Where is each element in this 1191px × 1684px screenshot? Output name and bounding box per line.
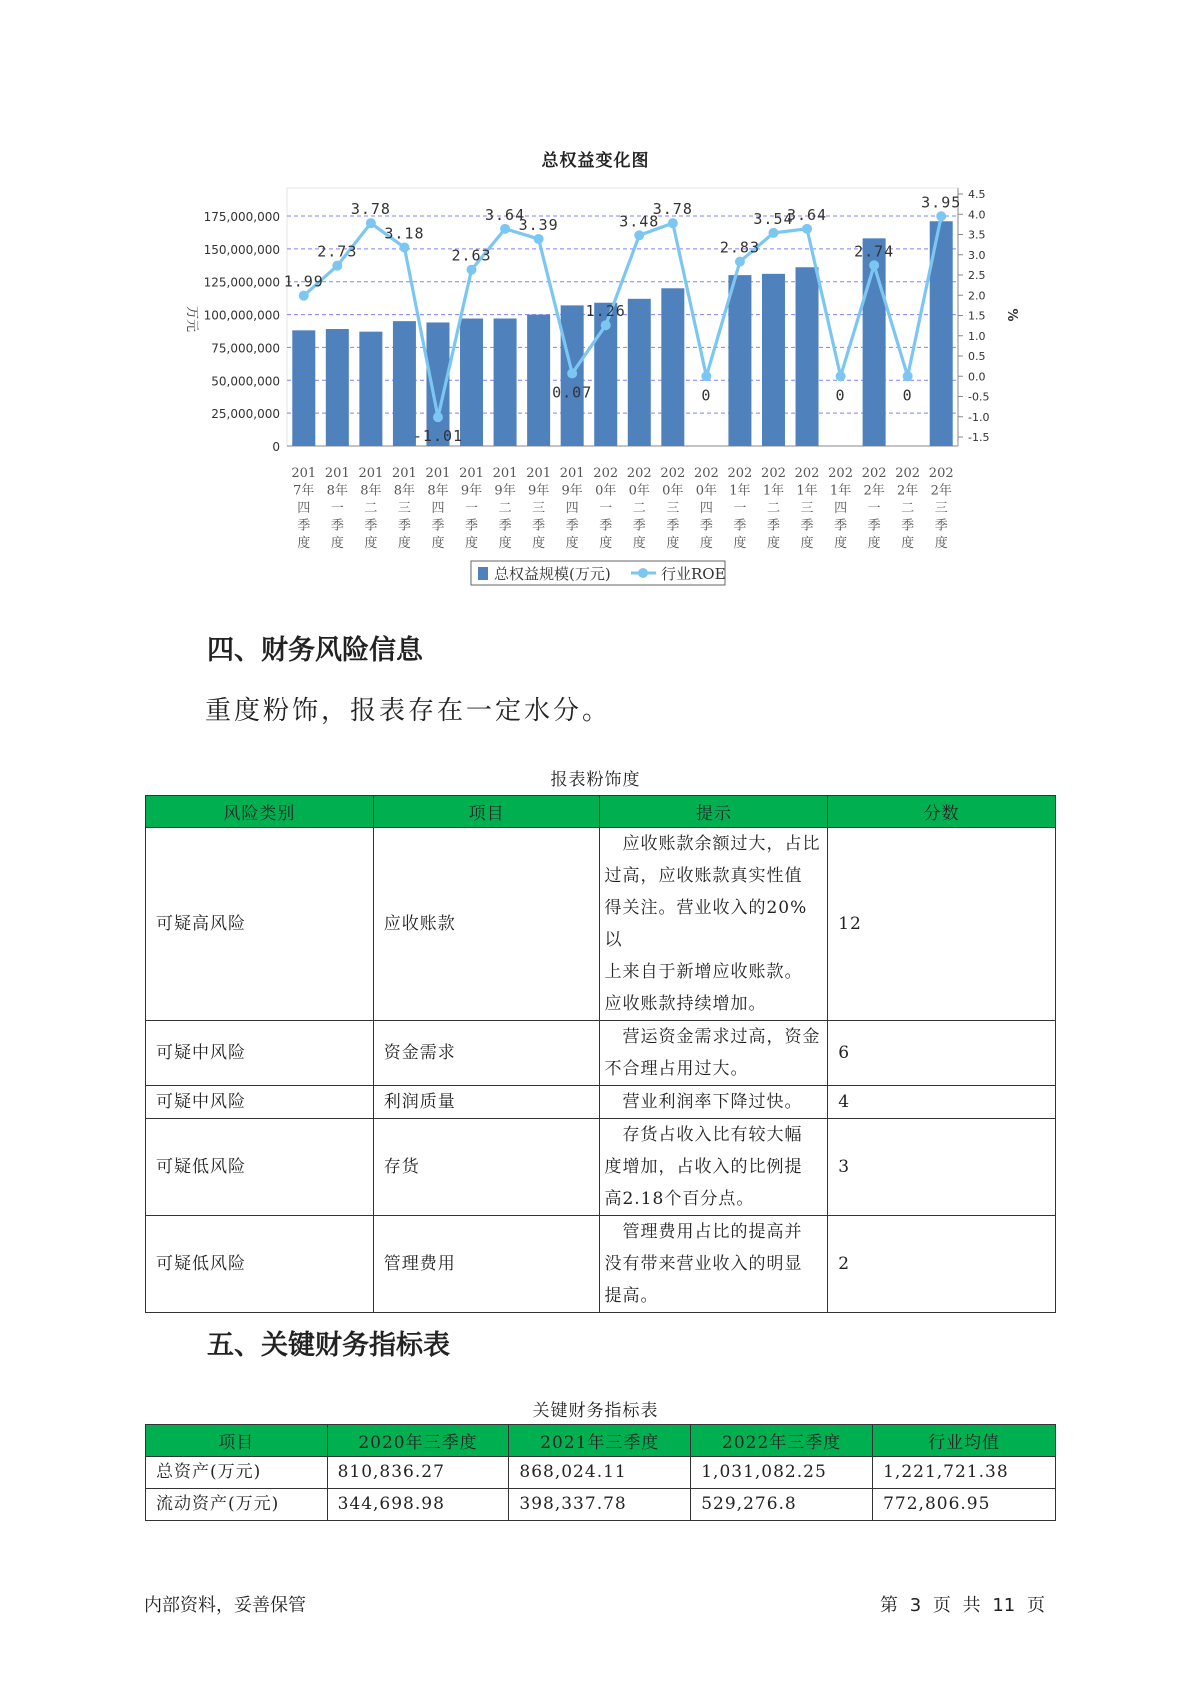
roe-data-label: 3.39 — [518, 215, 559, 234]
risk-item: 应收账款 — [373, 828, 600, 1021]
category-label: 度 — [867, 536, 881, 551]
category-label: 度 — [330, 536, 344, 551]
right-tick-label: 1.0 — [968, 329, 986, 343]
roe-point — [601, 320, 611, 330]
roe-point — [634, 230, 644, 240]
category-label: 季 — [800, 518, 814, 534]
category-label: 季 — [498, 518, 512, 534]
roe-data-label: 2.74 — [854, 242, 895, 261]
category-label: 2年 — [897, 483, 919, 499]
category-label: 一 — [599, 501, 613, 516]
footer-page-number: 第 3 页 共 11 页 — [880, 1595, 1045, 1616]
category-label: 季 — [666, 518, 680, 534]
roe-point — [366, 218, 376, 228]
roe-point — [433, 412, 443, 422]
left-tick-label: 100,000,000 — [203, 308, 280, 323]
category-label: 201 — [358, 466, 384, 481]
category-label: 201 — [392, 466, 417, 481]
category-label: 201 — [324, 466, 350, 481]
section4-paragraph: 重度粉饰，报表存在一定水分。 — [205, 696, 612, 726]
roe-data-label: 0.07 — [552, 383, 593, 402]
roe-data-label: 2.63 — [451, 246, 492, 265]
right-tick-label: -0.5 — [968, 390, 990, 404]
table-row — [146, 1086, 1056, 1119]
roe-point — [467, 265, 477, 275]
category-label: 季 — [431, 518, 445, 534]
category-label: 季 — [733, 518, 747, 534]
roe-data-label: -1.01 — [412, 427, 464, 446]
left-tick-label: 50,000,000 — [211, 374, 280, 389]
header-cell: 2020年三季度 — [327, 1425, 509, 1457]
right-tick-label: 3.5 — [968, 228, 986, 242]
roe-point — [668, 218, 678, 228]
category-label: 三 — [934, 501, 948, 516]
roe-data-label: 3.64 — [485, 205, 526, 224]
risk-category: 可疑低风险 — [146, 1216, 374, 1313]
roe-data-label: 0 — [902, 386, 913, 405]
roe-point — [701, 371, 711, 381]
metric-value: 1,031,082.25 — [691, 1457, 873, 1489]
category-label: 0年 — [595, 483, 617, 499]
risk-tip — [600, 1021, 828, 1086]
equity-chart — [0, 0, 1191, 600]
footer-confidential: 内部资料，妥善保管 — [144, 1595, 306, 1616]
category-label: 季 — [465, 518, 479, 534]
bar — [494, 319, 517, 446]
left-axis-label: 万元 — [184, 305, 199, 333]
category-label: 201 — [492, 466, 518, 481]
tip-line: 高2.18个百分点。 — [604, 1189, 755, 1209]
category-label: 202 — [761, 466, 786, 481]
left-tick-label: 75,000,000 — [211, 341, 280, 356]
right-tick-label: 4.5 — [968, 188, 986, 201]
category-label: 三 — [666, 501, 680, 516]
right-tick-label: 2.5 — [968, 269, 986, 282]
category-label: 季 — [867, 518, 881, 534]
right-tick-label: 1.5 — [968, 309, 986, 323]
category-label: 季 — [364, 518, 378, 534]
category-label: 1年 — [729, 483, 751, 499]
risk-category: 可疑低风险 — [146, 1119, 374, 1216]
roe-data-label: 0 — [701, 386, 712, 405]
bar — [460, 319, 483, 446]
tip-line: 过高，应收账款真实性值 — [604, 866, 803, 886]
category-label: 度 — [565, 536, 579, 551]
category-label: 四 — [565, 501, 579, 516]
category-label: 季 — [565, 518, 579, 534]
roe-data-label: 2.73 — [317, 242, 358, 261]
category-label: 度 — [397, 536, 411, 551]
roe-point — [768, 228, 778, 238]
table-row — [146, 1489, 1056, 1521]
category-label: 二 — [364, 501, 378, 516]
category-label: 9年 — [494, 483, 516, 499]
roe-point — [332, 261, 342, 271]
category-label: 9年 — [460, 483, 483, 499]
category-label: 度 — [632, 536, 646, 551]
category-label: 度 — [934, 536, 948, 551]
right-axis-label: % — [1004, 308, 1019, 322]
category-label: 度 — [699, 536, 713, 551]
risk-item: 管理费用 — [373, 1216, 600, 1313]
category-label: 度 — [666, 536, 680, 551]
left-tick-label: 150,000,000 — [203, 242, 280, 257]
risk-item: 利润质量 — [373, 1086, 600, 1119]
tip-line: 度增加，占收入的比例提 — [604, 1157, 803, 1177]
category-label: 0年 — [662, 483, 684, 499]
category-label: 202 — [794, 466, 820, 481]
header-cell: 风险类别 — [146, 796, 374, 828]
risk-score: 2 — [828, 1216, 1056, 1313]
category-label: 度 — [498, 536, 512, 551]
risk-category: 可疑中风险 — [146, 1021, 374, 1086]
category-label: 度 — [901, 536, 915, 551]
bar — [796, 267, 819, 446]
chart-title: 总权益变化图 — [541, 151, 650, 171]
table-row — [146, 1119, 1056, 1216]
category-label: 四 — [297, 501, 311, 516]
category-label: 201 — [459, 466, 484, 481]
roe-data-label: 3.78 — [652, 200, 693, 219]
category-label: 度 — [800, 536, 814, 551]
roe-point — [802, 224, 812, 234]
risk-tip — [600, 828, 828, 1021]
roe-point — [500, 224, 510, 234]
right-tick-label: 3.0 — [968, 248, 986, 262]
category-label: 201 — [291, 466, 317, 481]
roe-point — [869, 260, 879, 270]
category-label: 季 — [699, 518, 713, 534]
tip-line: 营运资金需求过高，资金 — [604, 1027, 821, 1047]
category-label: 202 — [895, 466, 921, 481]
category-label: 1年 — [796, 483, 818, 499]
category-label: 1年 — [829, 483, 852, 499]
bar — [661, 288, 684, 446]
legend-bar-swatch — [478, 567, 488, 580]
bar — [527, 315, 550, 446]
metric-value: 810,836.27 — [327, 1457, 509, 1489]
category-label: 季 — [766, 518, 780, 534]
category-label: 季 — [599, 518, 613, 534]
category-label: 202 — [626, 466, 652, 481]
category-label: 2年 — [930, 483, 952, 499]
bar — [728, 275, 751, 446]
category-label: 202 — [593, 466, 619, 481]
risk-score: 12 — [828, 828, 1056, 1021]
metric-value: 868,024.11 — [509, 1457, 691, 1489]
risk-category: 可疑高风险 — [146, 828, 374, 1021]
bar — [628, 299, 651, 446]
category-label: 201 — [559, 466, 585, 481]
roe-data-label: 3.48 — [619, 212, 660, 231]
category-label: 8年 — [393, 483, 416, 499]
table-row — [146, 828, 1056, 1021]
tip-line: 应收账款持续增加。 — [604, 994, 767, 1014]
category-label: 一 — [733, 501, 747, 516]
risk-tip — [600, 1086, 828, 1119]
category-label: 0年 — [695, 483, 718, 499]
bar — [326, 329, 349, 446]
right-tick-label: -1.5 — [968, 431, 990, 444]
roe-data-label: 1.99 — [283, 272, 324, 291]
category-label: 9年 — [527, 483, 550, 499]
right-tick-label: -1.0 — [968, 410, 990, 424]
category-label: 202 — [928, 466, 954, 481]
roe-data-label: 3.64 — [786, 205, 828, 224]
roe-data-label: 3.54 — [753, 209, 794, 228]
category-label: 202 — [660, 466, 686, 481]
right-tick-label: 4.0 — [968, 208, 986, 222]
bar — [292, 330, 315, 446]
roe-data-label: 3.78 — [350, 200, 391, 219]
left-tick-label: 175,000,000 — [203, 210, 280, 224]
category-label: 7年 — [293, 483, 315, 499]
tip-line: 管理费用占比的提高并 — [604, 1222, 803, 1242]
roe-point — [534, 234, 544, 244]
risk-table-caption: 报表粉饰度 — [550, 770, 641, 790]
table-row — [146, 1021, 1056, 1086]
risk-score: 3 — [828, 1119, 1056, 1216]
tip-line: 上来自于新增应收账款。 — [604, 962, 803, 982]
category-label: 202 — [727, 466, 753, 481]
tip-line: 存货占收入比有较大幅 — [604, 1125, 803, 1145]
category-label: 四 — [431, 501, 445, 516]
roe-point — [567, 368, 577, 378]
roe-point — [735, 257, 745, 267]
table-row — [146, 1457, 1056, 1489]
category-label: 一 — [867, 501, 881, 516]
metrics-table-header — [146, 1425, 1056, 1457]
roe-point — [936, 211, 946, 221]
category-label: 度 — [834, 536, 848, 551]
risk-category: 可疑中风险 — [146, 1086, 374, 1119]
header-cell: 分数 — [828, 796, 1056, 828]
right-tick-label: 0.5 — [968, 350, 986, 363]
risk-item: 资金需求 — [373, 1021, 600, 1086]
left-tick-label: 25,000,000 — [211, 407, 280, 422]
category-label: 季 — [532, 518, 546, 534]
category-label: 一 — [465, 501, 479, 516]
category-label: 度 — [297, 536, 311, 551]
category-label: 二 — [901, 501, 915, 516]
category-label: 1年 — [762, 483, 785, 499]
category-label: 8年 — [360, 483, 382, 499]
category-label: 季 — [901, 518, 915, 534]
category-label: 三 — [800, 501, 814, 516]
metric-name: 总资产(万元) — [146, 1457, 328, 1489]
category-label: 四 — [699, 501, 713, 516]
category-label: 202 — [693, 466, 719, 481]
roe-point — [836, 371, 846, 381]
category-label: 度 — [599, 536, 613, 551]
roe-data-label: 2.83 — [719, 238, 760, 257]
category-label: 季 — [397, 518, 411, 534]
category-label: 季 — [834, 518, 848, 534]
roe-point — [903, 371, 913, 381]
category-label: 度 — [766, 536, 780, 551]
category-label: 0年 — [628, 483, 650, 499]
left-tick-label: 125,000,000 — [203, 275, 280, 290]
left-tick-label: 0 — [272, 440, 280, 454]
category-label: 四 — [834, 501, 848, 516]
category-label: 季 — [632, 518, 646, 534]
roe-point — [299, 291, 309, 301]
category-label: 度 — [733, 536, 747, 551]
legend-line-marker — [638, 568, 648, 578]
risk-tip — [600, 1119, 828, 1216]
header-cell: 行业均值 — [873, 1425, 1056, 1457]
tip-line: 提高。 — [604, 1286, 659, 1306]
roe-point — [399, 242, 409, 252]
category-label: 201 — [425, 466, 451, 481]
tip-line: 营业利润率下降过快。 — [604, 1092, 803, 1112]
category-label: 季 — [330, 518, 344, 534]
category-label: 二 — [632, 501, 646, 516]
table-row — [146, 1216, 1056, 1313]
tip-line: 没有带来营业收入的明显 — [604, 1254, 803, 1274]
metric-value: 772,806.95 — [873, 1489, 1056, 1521]
bar — [762, 274, 785, 446]
category-label: 三 — [397, 501, 411, 516]
category-label: 二 — [498, 501, 512, 516]
category-label: 度 — [532, 536, 546, 551]
category-label: 202 — [828, 466, 853, 481]
category-label: 201 — [526, 466, 552, 481]
risk-tip — [600, 1216, 828, 1313]
metrics-table — [145, 1424, 1056, 1521]
roe-data-label: 3.18 — [384, 224, 425, 243]
metric-value: 398,337.78 — [509, 1489, 691, 1521]
header-cell: 2022年三季度 — [691, 1425, 873, 1457]
category-label: 2年 — [863, 483, 885, 499]
category-label: 8年 — [326, 483, 348, 499]
right-tick-label: 0.0 — [968, 370, 986, 384]
tip-line: 得关注。营业收入的20%以 — [604, 898, 808, 950]
section5-heading: 五、关键财务指标表 — [207, 1330, 450, 1361]
risk-table — [145, 795, 1056, 1313]
tip-line: 应收账款余额过大，占比 — [604, 834, 821, 854]
section4-heading: 四、财务风险信息 — [207, 635, 423, 666]
category-label: 一 — [330, 501, 344, 516]
legend-line-label: 行业ROE — [661, 565, 726, 583]
header-cell: 提示 — [600, 796, 828, 828]
tip-line: 不合理占用过大。 — [604, 1059, 749, 1079]
category-label: 8年 — [427, 483, 449, 499]
roe-data-label: 1.26 — [585, 302, 626, 321]
metrics-table-caption: 关键财务指标表 — [532, 1401, 659, 1421]
category-label: 9年 — [561, 483, 583, 499]
metric-value: 344,698.98 — [327, 1489, 509, 1521]
bar — [359, 332, 382, 446]
metric-value: 529,276.8 — [691, 1489, 873, 1521]
category-label: 二 — [766, 501, 780, 516]
header-cell: 项目 — [373, 796, 600, 828]
category-label: 202 — [861, 466, 887, 481]
risk-table-header — [146, 796, 1056, 828]
category-label: 三 — [532, 501, 546, 516]
category-label: 度 — [364, 536, 378, 551]
risk-score: 6 — [828, 1021, 1056, 1086]
risk-item: 存货 — [373, 1119, 600, 1216]
metric-name: 流动资产(万元) — [146, 1489, 328, 1521]
header-cell: 2021年三季度 — [509, 1425, 691, 1457]
metric-value: 1,221,721.38 — [873, 1457, 1056, 1489]
right-tick-label: 2.0 — [968, 289, 986, 303]
category-label: 度 — [465, 536, 479, 551]
legend-bar-label: 总权益规模(万元) — [494, 565, 611, 583]
header-cell: 项目 — [146, 1425, 328, 1457]
category-label: 季 — [934, 518, 948, 534]
roe-data-label: 3.95 — [921, 193, 962, 212]
risk-score: 4 — [828, 1086, 1056, 1119]
category-label: 季 — [297, 518, 311, 534]
roe-data-label: 0 — [835, 386, 846, 405]
category-label: 度 — [431, 536, 445, 551]
